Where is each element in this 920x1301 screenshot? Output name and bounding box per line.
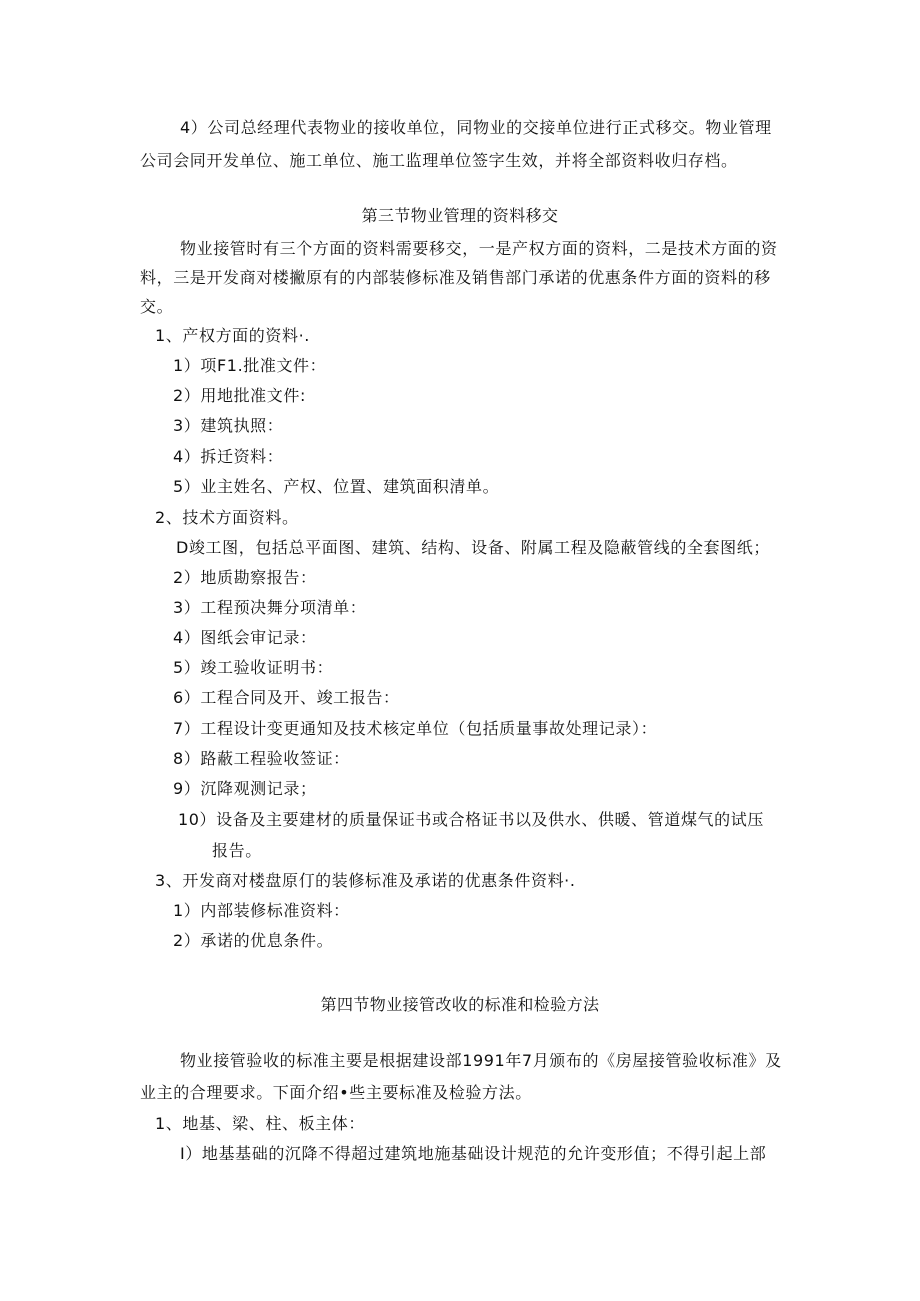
list-item-developer: 3、开发商对楼盘原仃的装修标准及承诺的优惠条件资料·. [155, 871, 576, 890]
intro-line-1: 4）公司总经理代表物业的接收单位，同物业的交接单位进行正式移交。物业管理 [180, 118, 772, 137]
intro-line-2: 公司会同开发单位、施工单位、施工监理单位签字生效，并将全部资料收归存档。 [140, 151, 738, 170]
list-subitem: 8）路蔽工程验收签证： [173, 749, 350, 768]
list-subitem: 3）建筑执照： [173, 416, 284, 435]
list-subitem: 1）项F1.批准文件： [173, 356, 327, 375]
section-4-title: 第四节物业接管改收的标准和检验方法 [320, 995, 600, 1014]
list-subitem: 10）设备及主要建材的质量保证书或合格证书以及供水、供暖、管道煤气的试压 [178, 810, 764, 829]
list-subitem: I）地基基础的沉降不得超过建筑地施基础设计规范的允许变形值；不得引起上部 [180, 1144, 767, 1163]
list-subitem: 5）业主姓名、产权、位置、建筑面积清单。 [173, 477, 500, 496]
list-subitem: D竣工图，包括总平面图、建筑、结构、设备、附属工程及隐蔽管线的全套图纸； [176, 538, 770, 557]
list-subitem: 5）竣工验收证明书： [173, 658, 334, 677]
list-subitem: 4）拆迁资料： [173, 447, 284, 466]
list-item-foundation: 1、地基、梁、柱、板主体： [155, 1114, 365, 1133]
list-subitem: 9）沉降观测记录； [173, 779, 317, 798]
list-subitem: 2）承诺的优息条件。 [173, 931, 334, 950]
list-subitem-continuation: 报告。 [212, 841, 262, 860]
list-subitem: 2）用地批准文件: [173, 386, 306, 405]
list-item-technical: 2、技术方面资料。 [155, 508, 299, 527]
list-item-property-rights: 1、产权方面的资料·. [155, 326, 310, 345]
section-3-paragraph-line-1: 物业接管时有三个方面的资料需要移交，一是产权方面的资料，二是技术方面的资 [180, 239, 778, 258]
list-subitem: 6）工程合同及开、竣工报告： [173, 688, 400, 707]
section-4-paragraph-line-2: 业主的合理要求。下面介绍•些主要标准及检验方法。 [140, 1083, 532, 1102]
list-subitem: 1）内部装修标准资料： [173, 901, 350, 920]
list-subitem: 4）图纸会审记录： [173, 628, 317, 647]
list-subitem: 7）工程设计变更通知及技术核定单位（包括质量事故处理记录）： [173, 719, 658, 738]
section-4-paragraph-line-1: 物业接管验收的标准主要是根据建设部1991年7月颁布的《房屋接管验收标准》及 [180, 1051, 782, 1070]
list-subitem: 2）地质勘察报告： [173, 568, 317, 587]
list-subitem: 3）工程预决舞分项清单： [173, 598, 367, 617]
section-3-paragraph-line-3: 交。 [140, 297, 174, 316]
section-3-title: 第三节物业管理的资料移交 [361, 206, 559, 225]
section-3-paragraph-line-2: 料，三是开发商对楼撇原有的内部装修标准及销售部门承诺的优惠条件方面的资料的移 [140, 268, 771, 287]
